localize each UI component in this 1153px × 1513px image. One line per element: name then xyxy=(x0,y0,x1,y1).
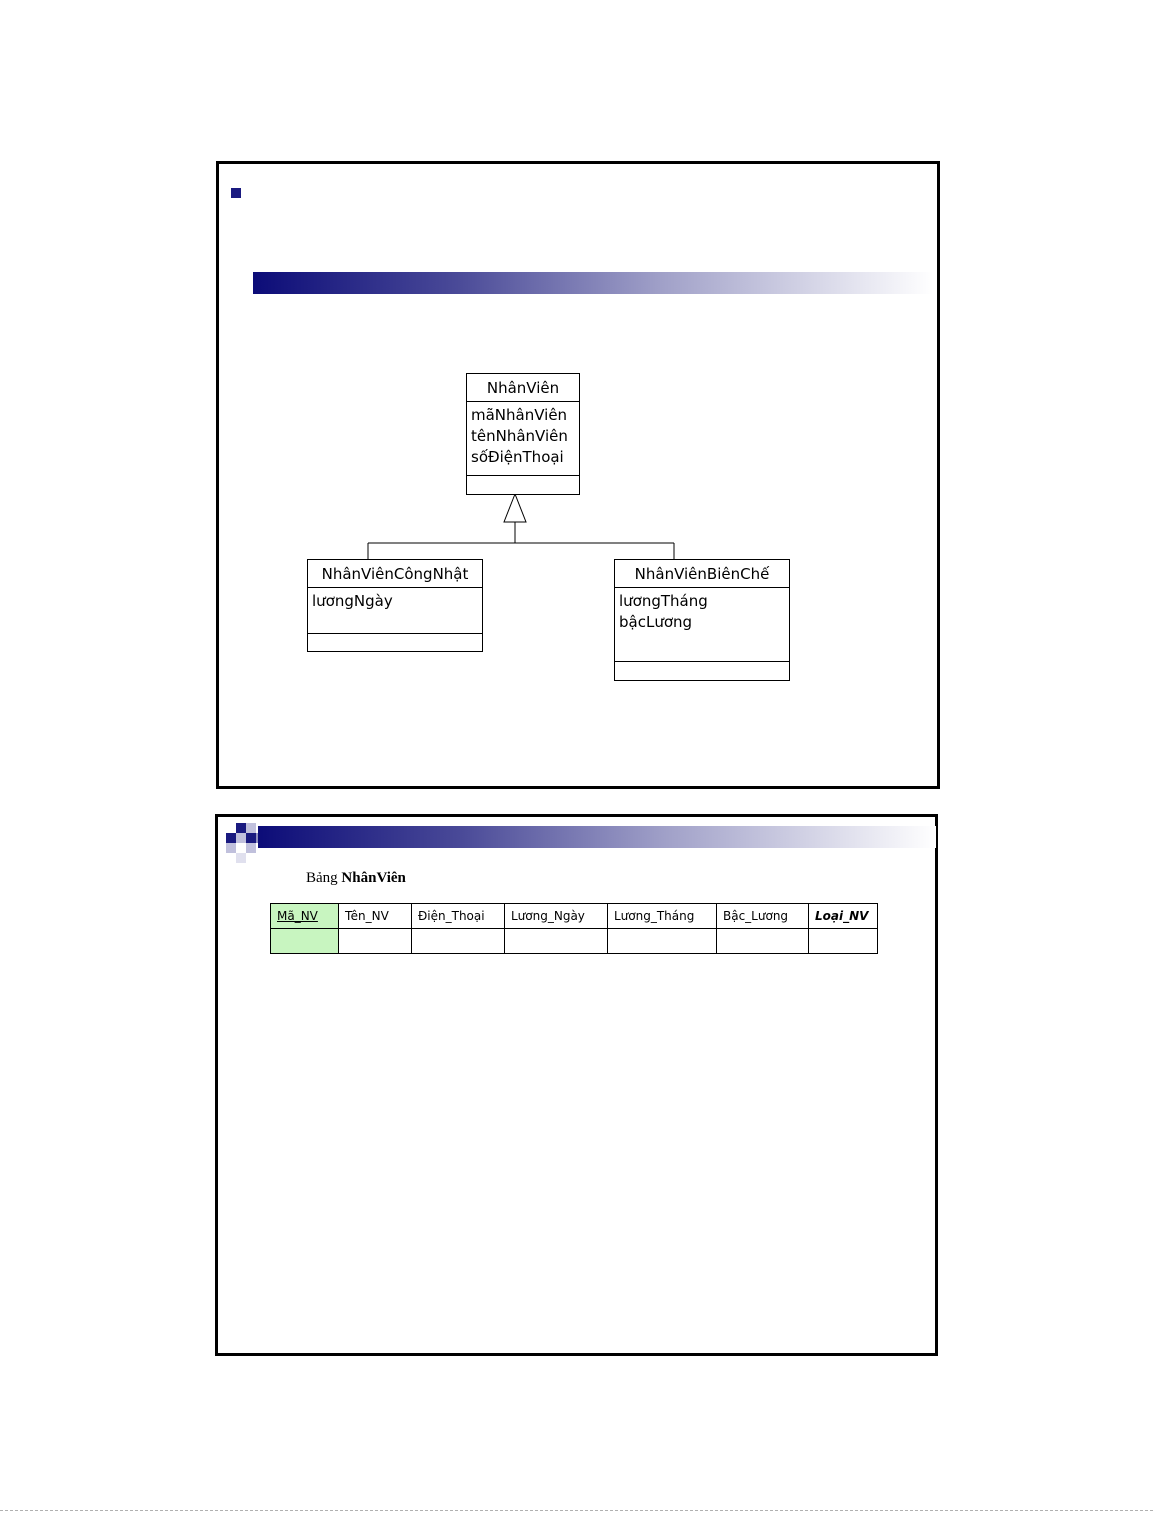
column-header-luong-ngay: Lương_Ngày xyxy=(505,904,608,929)
table-header-row xyxy=(271,904,878,929)
table-cell xyxy=(809,929,878,954)
slide-table xyxy=(215,814,938,1356)
table-cell xyxy=(339,929,412,954)
table-caption-name: NhânViên xyxy=(341,870,406,886)
class-nhanvienbienche xyxy=(614,559,790,681)
table-cell xyxy=(717,929,809,954)
column-header-dien-thoai: Điện_Thoại xyxy=(412,904,505,929)
class-nhanvien-name: NhânViên xyxy=(467,374,579,402)
table-cell xyxy=(271,929,339,954)
class-nhanviencongnhat-attributes xyxy=(308,588,482,634)
page-bottom-divider xyxy=(0,1510,1153,1512)
column-header-luong-thang: Lương_Tháng xyxy=(608,904,717,929)
attribute: lươngNgày xyxy=(312,592,393,610)
column-header-bac-luong: Bậc_Lương xyxy=(717,904,809,929)
column-header-loai-nv: Loại_NV xyxy=(809,904,878,929)
table-caption xyxy=(306,870,406,887)
class-nhanvienbienche-attributes xyxy=(615,588,789,662)
attribute: sốĐiệnThoại xyxy=(471,448,564,466)
class-nhanvien-attributes xyxy=(467,402,579,476)
table-row xyxy=(271,929,878,954)
table-cell xyxy=(505,929,608,954)
class-nhanviencongnhat xyxy=(307,559,483,652)
attribute: mãNhânViên xyxy=(471,406,568,424)
class-nhanvienbienche-name: NhânViênBiênChế xyxy=(615,560,789,588)
table-cell xyxy=(608,929,717,954)
table-caption-prefix: Bảng xyxy=(306,870,342,886)
class-nhanvien xyxy=(466,373,580,495)
attribute: bậcLương xyxy=(619,613,693,631)
title-gradient-bar xyxy=(258,826,936,848)
attribute: tênNhânViên xyxy=(471,427,568,445)
column-header-ten-nv: Tên_NV xyxy=(339,904,412,929)
slide-uml xyxy=(216,161,940,789)
nhanvien-table xyxy=(270,903,878,954)
inheritance-arrow-icon xyxy=(504,494,526,522)
table-cell xyxy=(412,929,505,954)
column-header-ma-nv: Mã_NV xyxy=(271,904,339,929)
class-nhanviencongnhat-name: NhânViênCôngNhật xyxy=(308,560,482,588)
attribute: lươngTháng xyxy=(619,592,708,610)
